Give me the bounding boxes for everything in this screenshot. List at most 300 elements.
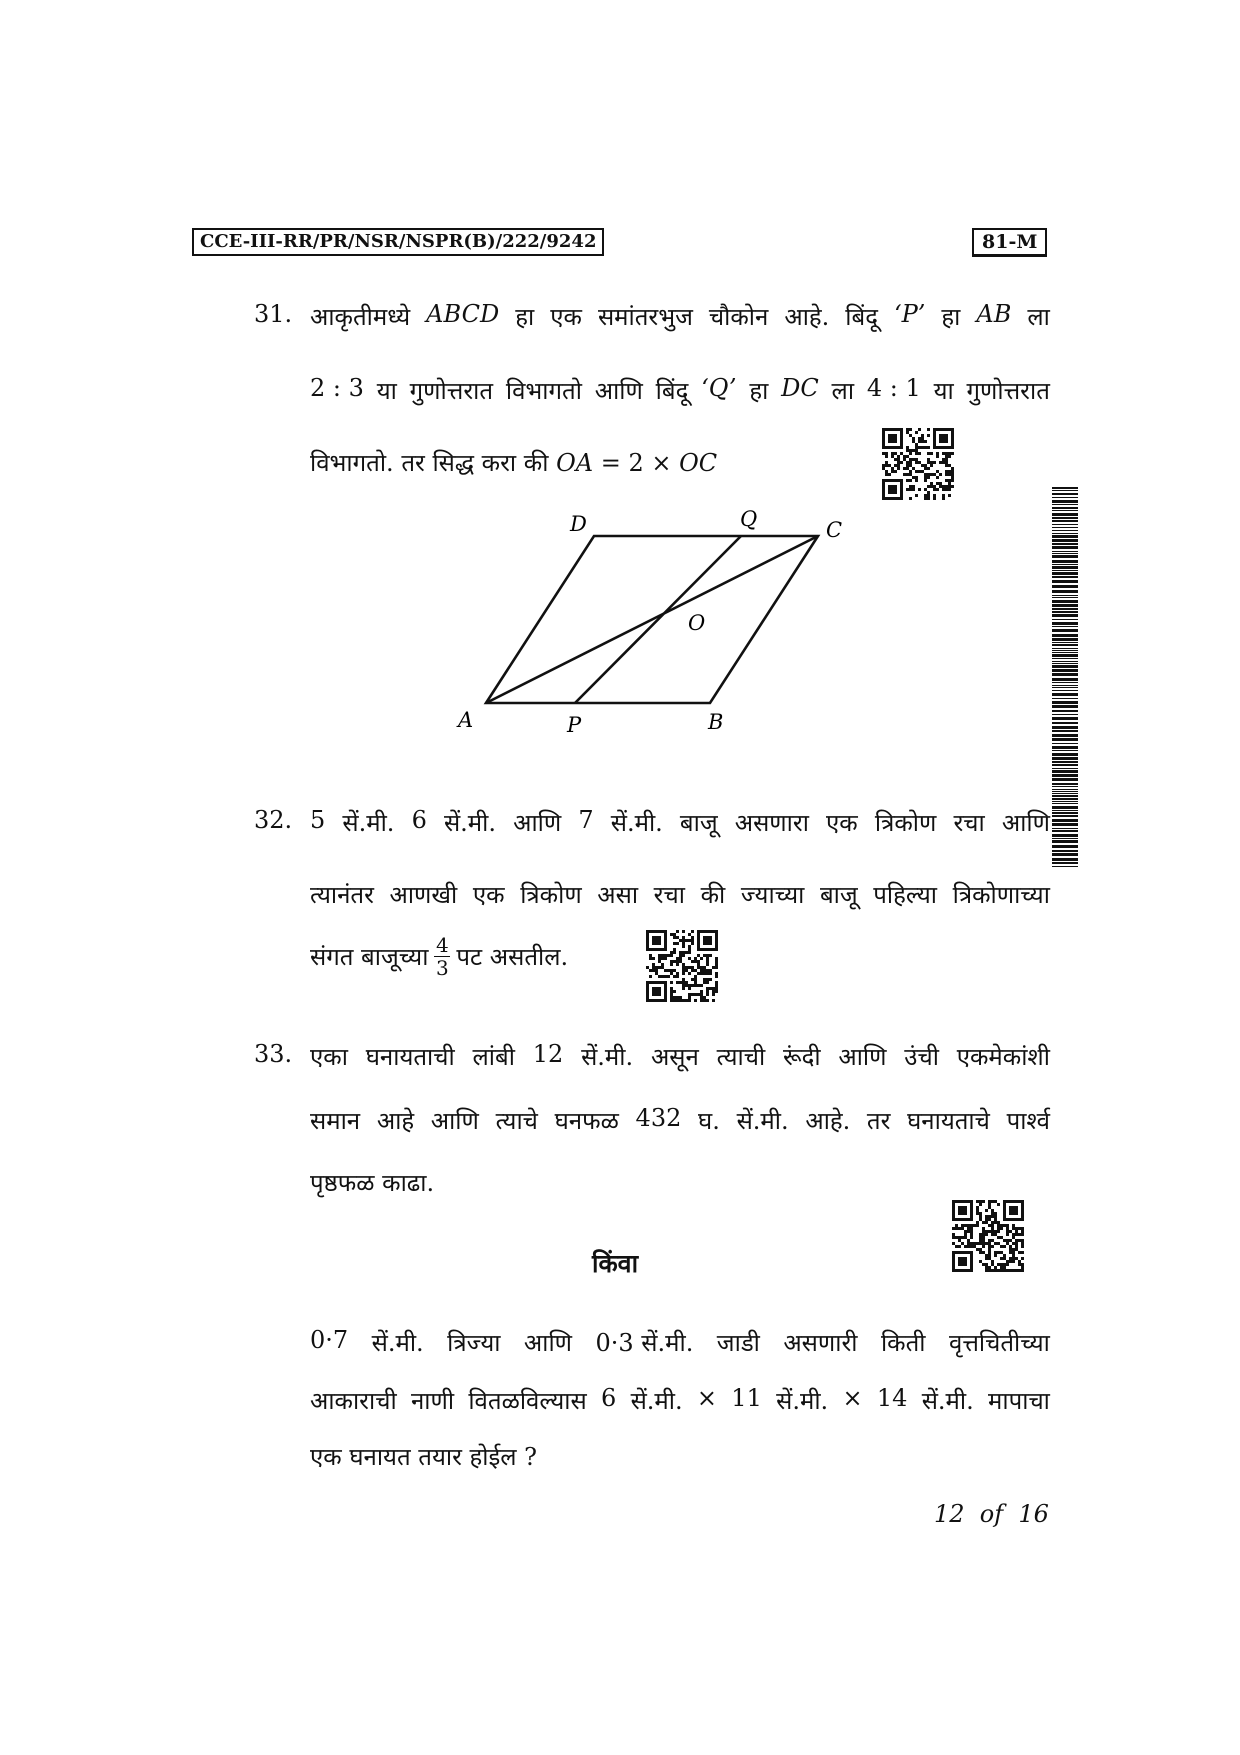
word: एका xyxy=(310,1043,348,1071)
qr-module xyxy=(1000,1269,1003,1272)
page-number: 12 of 16 xyxy=(934,1500,1049,1528)
qr-module xyxy=(924,464,927,467)
barcode-bar xyxy=(1052,685,1078,686)
qr-module xyxy=(918,428,921,431)
q32-text-b: पट असतील. xyxy=(456,943,569,971)
qr-module xyxy=(691,930,694,933)
barcode-bar xyxy=(1052,500,1078,503)
word: बिंदू xyxy=(845,303,878,331)
qr-code-q33[interactable] xyxy=(952,1200,1024,1272)
qr-module xyxy=(670,990,673,993)
barcode-bar xyxy=(1052,648,1078,649)
qr-module xyxy=(952,1227,955,1230)
qr-module xyxy=(921,464,924,467)
qr-module xyxy=(691,993,694,996)
q32-line-1 xyxy=(310,806,1050,839)
qr-module xyxy=(703,996,706,999)
word: सें.मी. xyxy=(736,1107,789,1135)
qr-module xyxy=(906,431,909,434)
qr-finder xyxy=(888,485,897,494)
qr-module xyxy=(700,999,703,1002)
qr-module xyxy=(988,1266,991,1269)
word: 5 xyxy=(310,806,326,834)
qr-module xyxy=(994,1230,997,1233)
qr-module xyxy=(982,1227,985,1230)
qr-module xyxy=(985,1221,988,1224)
qr-module xyxy=(673,990,676,993)
barcode-bar xyxy=(1052,564,1078,565)
qr-module xyxy=(703,966,706,969)
barcode-bar xyxy=(1052,504,1078,505)
qr-module xyxy=(936,482,939,485)
qr-module xyxy=(976,1206,979,1209)
word: घनायताचे xyxy=(907,1107,990,1135)
qr-module xyxy=(676,936,679,939)
qr-module xyxy=(658,957,661,960)
word: घनफळ xyxy=(554,1107,619,1135)
qr-module xyxy=(921,434,924,437)
qr-module xyxy=(1015,1248,1018,1251)
qr-module xyxy=(1006,1233,1009,1236)
qr-module xyxy=(703,978,706,981)
qr-module xyxy=(691,984,694,987)
qr-finder xyxy=(652,987,661,996)
qr-module xyxy=(670,987,673,990)
qr-module xyxy=(679,954,682,957)
qr-module xyxy=(679,996,682,999)
qr-module xyxy=(706,999,709,1002)
qr-module xyxy=(924,473,927,476)
qr-module xyxy=(985,1233,988,1236)
word: 11 xyxy=(731,1384,762,1412)
barcode-bar xyxy=(1052,595,1078,596)
qr-module xyxy=(1018,1239,1021,1242)
barcode-bar xyxy=(1052,535,1078,538)
qr-module xyxy=(682,999,685,1002)
qr-module xyxy=(988,1242,991,1245)
qr-module xyxy=(967,1242,970,1245)
q31-oa: OA xyxy=(556,449,594,477)
qr-module xyxy=(688,993,691,996)
qr-module xyxy=(1021,1257,1024,1260)
qr-module xyxy=(958,1236,961,1239)
qr-module xyxy=(951,479,954,482)
qr-module xyxy=(915,452,918,455)
qr-module xyxy=(951,476,954,479)
qr-module xyxy=(927,476,930,479)
qr-module xyxy=(1015,1245,1018,1248)
barcode-bar xyxy=(1052,810,1078,811)
qr-module xyxy=(685,951,688,954)
qr-module xyxy=(1015,1227,1018,1230)
qr-module xyxy=(676,942,679,945)
qr-module xyxy=(652,969,655,972)
qr-module xyxy=(1003,1254,1006,1257)
qr-module xyxy=(945,461,948,464)
barcode-bar xyxy=(1052,746,1078,749)
qr-module xyxy=(1021,1242,1024,1245)
word: 6 xyxy=(601,1384,617,1412)
qr-module xyxy=(679,960,682,963)
qr-module xyxy=(982,1200,985,1203)
qr-module xyxy=(1006,1230,1009,1233)
qr-module xyxy=(994,1215,997,1218)
qr-module xyxy=(952,1236,955,1239)
qr-module xyxy=(903,467,906,470)
qr-module xyxy=(1015,1242,1018,1245)
qr-module xyxy=(673,951,676,954)
qr-module xyxy=(967,1227,970,1230)
qr-module xyxy=(1000,1245,1003,1248)
q31-text: विभागतो. तर सिद्ध करा की xyxy=(310,449,557,477)
qr-module xyxy=(930,473,933,476)
qr-module xyxy=(1012,1269,1015,1272)
qr-module xyxy=(1021,1263,1024,1266)
qr-module xyxy=(885,473,888,476)
qr-module xyxy=(903,455,906,458)
qr-module xyxy=(961,1224,964,1227)
barcode-bar xyxy=(1052,770,1078,773)
qr-module xyxy=(694,969,697,972)
word: असून xyxy=(650,1043,699,1071)
qr-module xyxy=(909,497,912,500)
word: त्याची xyxy=(716,1043,766,1071)
qr-finder xyxy=(958,1206,967,1215)
qr-module xyxy=(979,1260,982,1263)
qr-module xyxy=(906,446,909,449)
qr-module xyxy=(964,1245,967,1248)
word: सें.मी. xyxy=(630,1387,683,1415)
qr-module xyxy=(682,966,685,969)
qr-module xyxy=(909,488,912,491)
question-number-31: 31. xyxy=(254,300,293,328)
qr-module xyxy=(985,1269,988,1272)
barcode-bar xyxy=(1052,629,1078,632)
word: विभागतो xyxy=(505,377,582,405)
qr-module xyxy=(955,1227,958,1230)
qr-module xyxy=(979,1218,982,1221)
qr-module xyxy=(670,960,673,963)
qr-module xyxy=(939,485,942,488)
qr-module xyxy=(976,1200,979,1203)
qr-module xyxy=(927,497,930,500)
qr-module xyxy=(915,443,918,446)
qr-module xyxy=(988,1218,991,1221)
word: 6 xyxy=(411,806,427,834)
qr-module xyxy=(955,1245,958,1248)
barcode-bar xyxy=(1052,673,1078,676)
qr-module xyxy=(945,473,948,476)
word: ‘P’ xyxy=(893,300,926,328)
qr-module xyxy=(700,966,703,969)
qr-module xyxy=(976,1224,979,1227)
qr-module xyxy=(661,975,664,978)
qr-module xyxy=(703,969,706,972)
qr-module xyxy=(682,945,685,948)
barcode-bar xyxy=(1052,619,1078,620)
barcode-bar xyxy=(1052,553,1078,554)
qr-module xyxy=(1012,1227,1015,1230)
qr-module xyxy=(951,452,954,455)
qr-module xyxy=(903,458,906,461)
qr-module xyxy=(1018,1260,1021,1263)
qr-module xyxy=(688,945,691,948)
qr-module xyxy=(912,488,915,491)
barcode-bar xyxy=(1052,783,1078,785)
qr-module xyxy=(991,1200,994,1203)
qr-module xyxy=(970,1236,973,1239)
qr-module xyxy=(667,954,670,957)
qr-module xyxy=(1015,1269,1018,1272)
qr-module xyxy=(918,461,921,464)
word: त्रिकोण xyxy=(520,881,582,909)
barcode-bar xyxy=(1052,638,1078,641)
qr-module xyxy=(694,999,697,1002)
barcode-bar xyxy=(1052,690,1078,691)
qr-module xyxy=(706,972,709,975)
qr-module xyxy=(982,1233,985,1236)
barcode-bar xyxy=(1052,572,1078,575)
barcode-bar xyxy=(1052,858,1078,861)
qr-module xyxy=(991,1245,994,1248)
qr-module xyxy=(915,449,918,452)
qr-module xyxy=(685,969,688,972)
qr-module xyxy=(715,960,718,963)
qr-module xyxy=(958,1245,961,1248)
qr-module xyxy=(1009,1257,1012,1260)
qr-module xyxy=(885,452,888,455)
qr-module xyxy=(1012,1242,1015,1245)
word: त्रिज्या xyxy=(447,1329,501,1357)
barcode-bar xyxy=(1052,778,1078,781)
barcode-bar xyxy=(1052,774,1078,777)
qr-module xyxy=(897,458,900,461)
word: पार्श्व xyxy=(1006,1107,1050,1135)
word: बाजू xyxy=(819,881,858,909)
qr-module xyxy=(909,458,912,461)
qr-finder xyxy=(939,434,948,443)
qr-module xyxy=(888,473,891,476)
qr-module xyxy=(691,960,694,963)
qr-module xyxy=(670,999,673,1002)
q31-times: = 2 × xyxy=(593,449,680,477)
qr-finder xyxy=(703,936,712,945)
label-d: D xyxy=(570,512,587,536)
qr-module xyxy=(985,1257,988,1260)
qr-module xyxy=(655,966,658,969)
barcode-bar xyxy=(1052,862,1078,864)
qr-module xyxy=(1015,1233,1018,1236)
qr-module xyxy=(982,1221,985,1224)
qr-module xyxy=(948,464,951,467)
qr-module xyxy=(939,482,942,485)
qr-module xyxy=(1006,1269,1009,1272)
qr-module xyxy=(970,1224,973,1227)
qr-module xyxy=(658,960,661,963)
qr-module xyxy=(673,999,676,1002)
qr-module xyxy=(997,1224,1000,1227)
qr-module xyxy=(1009,1269,1012,1272)
qr-module xyxy=(921,440,924,443)
barcode-bar xyxy=(1052,687,1078,688)
qr-module xyxy=(676,975,679,978)
word: या xyxy=(933,377,954,405)
qr-module xyxy=(682,978,685,981)
word: वृत्तचितीच्या xyxy=(948,1329,1050,1357)
qr-module xyxy=(1000,1263,1003,1266)
qr-module xyxy=(688,948,691,951)
qr-module xyxy=(649,957,652,960)
barcode-bar xyxy=(1052,830,1078,832)
qr-module xyxy=(685,999,688,1002)
qr-module xyxy=(988,1206,991,1209)
qr-module xyxy=(994,1200,997,1203)
qr-module xyxy=(1009,1248,1012,1251)
word: बाजू xyxy=(679,809,718,837)
qr-module xyxy=(985,1254,988,1257)
qr-module xyxy=(688,987,691,990)
barcode-bar xyxy=(1052,828,1078,829)
qr-module xyxy=(921,437,924,440)
barcode-bar xyxy=(1052,663,1078,664)
qr-module xyxy=(915,470,918,473)
qr-module xyxy=(673,996,676,999)
qr-module xyxy=(951,467,954,470)
label-b: B xyxy=(708,710,724,734)
barcode-bar xyxy=(1052,539,1078,542)
qr-module xyxy=(988,1254,991,1257)
qr-module xyxy=(1021,1269,1024,1272)
qr-module xyxy=(909,479,912,482)
qr-module xyxy=(930,464,933,467)
qr-module xyxy=(697,993,700,996)
qr-module xyxy=(948,452,951,455)
word: ज्याच्या xyxy=(740,881,805,909)
qr-module xyxy=(906,479,909,482)
qr-module xyxy=(985,1242,988,1245)
word: आणि xyxy=(594,377,643,405)
qr-module xyxy=(906,455,909,458)
word: ला xyxy=(1027,303,1050,331)
side-barcode xyxy=(1052,487,1078,867)
qr-module xyxy=(661,963,664,966)
qr-module xyxy=(715,972,718,975)
barcode-bar xyxy=(1052,819,1078,822)
qr-module xyxy=(709,978,712,981)
qr-module xyxy=(700,996,703,999)
qr-module xyxy=(909,464,912,467)
qr-module xyxy=(715,987,718,990)
qr-code-q31[interactable] xyxy=(882,428,954,500)
barcode-bar xyxy=(1052,734,1078,737)
qr-module xyxy=(930,485,933,488)
qr-module xyxy=(894,458,897,461)
qr-module xyxy=(915,446,918,449)
qr-module xyxy=(670,963,673,966)
qr-module xyxy=(694,975,697,978)
qr-module xyxy=(1000,1227,1003,1230)
qr-module xyxy=(973,1224,976,1227)
word: ‘Q’ xyxy=(701,374,737,402)
q33-alt-line-1 xyxy=(310,1326,1050,1359)
qr-module xyxy=(706,960,709,963)
qr-module xyxy=(948,473,951,476)
qr-module xyxy=(670,951,673,954)
paper-code: CCE-III-RR/PR/NSR/NSPR(B)/222/9242 xyxy=(192,228,604,256)
qr-module xyxy=(930,452,933,455)
qr-module xyxy=(894,470,897,473)
qr-module xyxy=(933,494,936,497)
qr-module xyxy=(682,981,685,984)
qr-module xyxy=(697,954,700,957)
qr-module xyxy=(685,984,688,987)
word: आणि xyxy=(1001,809,1050,837)
qr-module xyxy=(688,933,691,936)
barcode-bar xyxy=(1052,795,1078,797)
word: × xyxy=(696,1384,718,1412)
qr-module xyxy=(927,434,930,437)
qr-module xyxy=(897,467,900,470)
qr-module xyxy=(985,1218,988,1221)
barcode-bar xyxy=(1052,761,1078,763)
word: रूंदी xyxy=(782,1043,821,1071)
label-q: Q xyxy=(740,507,758,531)
qr-module xyxy=(927,491,930,494)
qr-module xyxy=(936,476,939,479)
qr-module xyxy=(979,1251,982,1254)
qr-module xyxy=(979,1242,982,1245)
qr-module xyxy=(655,969,658,972)
qr-module xyxy=(988,1269,991,1272)
qr-module xyxy=(900,461,903,464)
qr-module xyxy=(912,449,915,452)
qr-module xyxy=(1012,1257,1015,1260)
qr-module xyxy=(697,960,700,963)
barcode-bar xyxy=(1052,493,1078,495)
qr-module xyxy=(1003,1245,1006,1248)
qr-module xyxy=(679,957,682,960)
barcode-bar xyxy=(1052,527,1078,528)
qr-module xyxy=(667,975,670,978)
qr-module xyxy=(964,1236,967,1239)
qr-module xyxy=(649,975,652,978)
qr-module xyxy=(961,1242,964,1245)
qr-module xyxy=(1018,1227,1021,1230)
qr-module xyxy=(1003,1239,1006,1242)
qr-module xyxy=(912,458,915,461)
q33-line-1 xyxy=(310,1040,1050,1073)
qr-module xyxy=(1009,1230,1012,1233)
qr-module xyxy=(918,470,921,473)
barcode-bar xyxy=(1052,570,1078,571)
qr-module xyxy=(933,497,936,500)
qr-module xyxy=(1021,1251,1024,1254)
qr-module xyxy=(682,939,685,942)
qr-module xyxy=(976,1212,979,1215)
word: आणि xyxy=(523,1329,573,1357)
qr-module xyxy=(709,969,712,972)
qr-module xyxy=(1006,1260,1009,1263)
word: रचा xyxy=(653,881,685,909)
qr-module xyxy=(679,981,682,984)
qr-finder xyxy=(1009,1206,1018,1215)
qr-module xyxy=(1003,1257,1006,1260)
word: किती xyxy=(880,1329,926,1357)
barcode-bar xyxy=(1052,698,1078,699)
qr-code-q32[interactable] xyxy=(646,930,718,1002)
word: हा xyxy=(941,303,961,331)
q31-line-1 xyxy=(310,300,1050,333)
